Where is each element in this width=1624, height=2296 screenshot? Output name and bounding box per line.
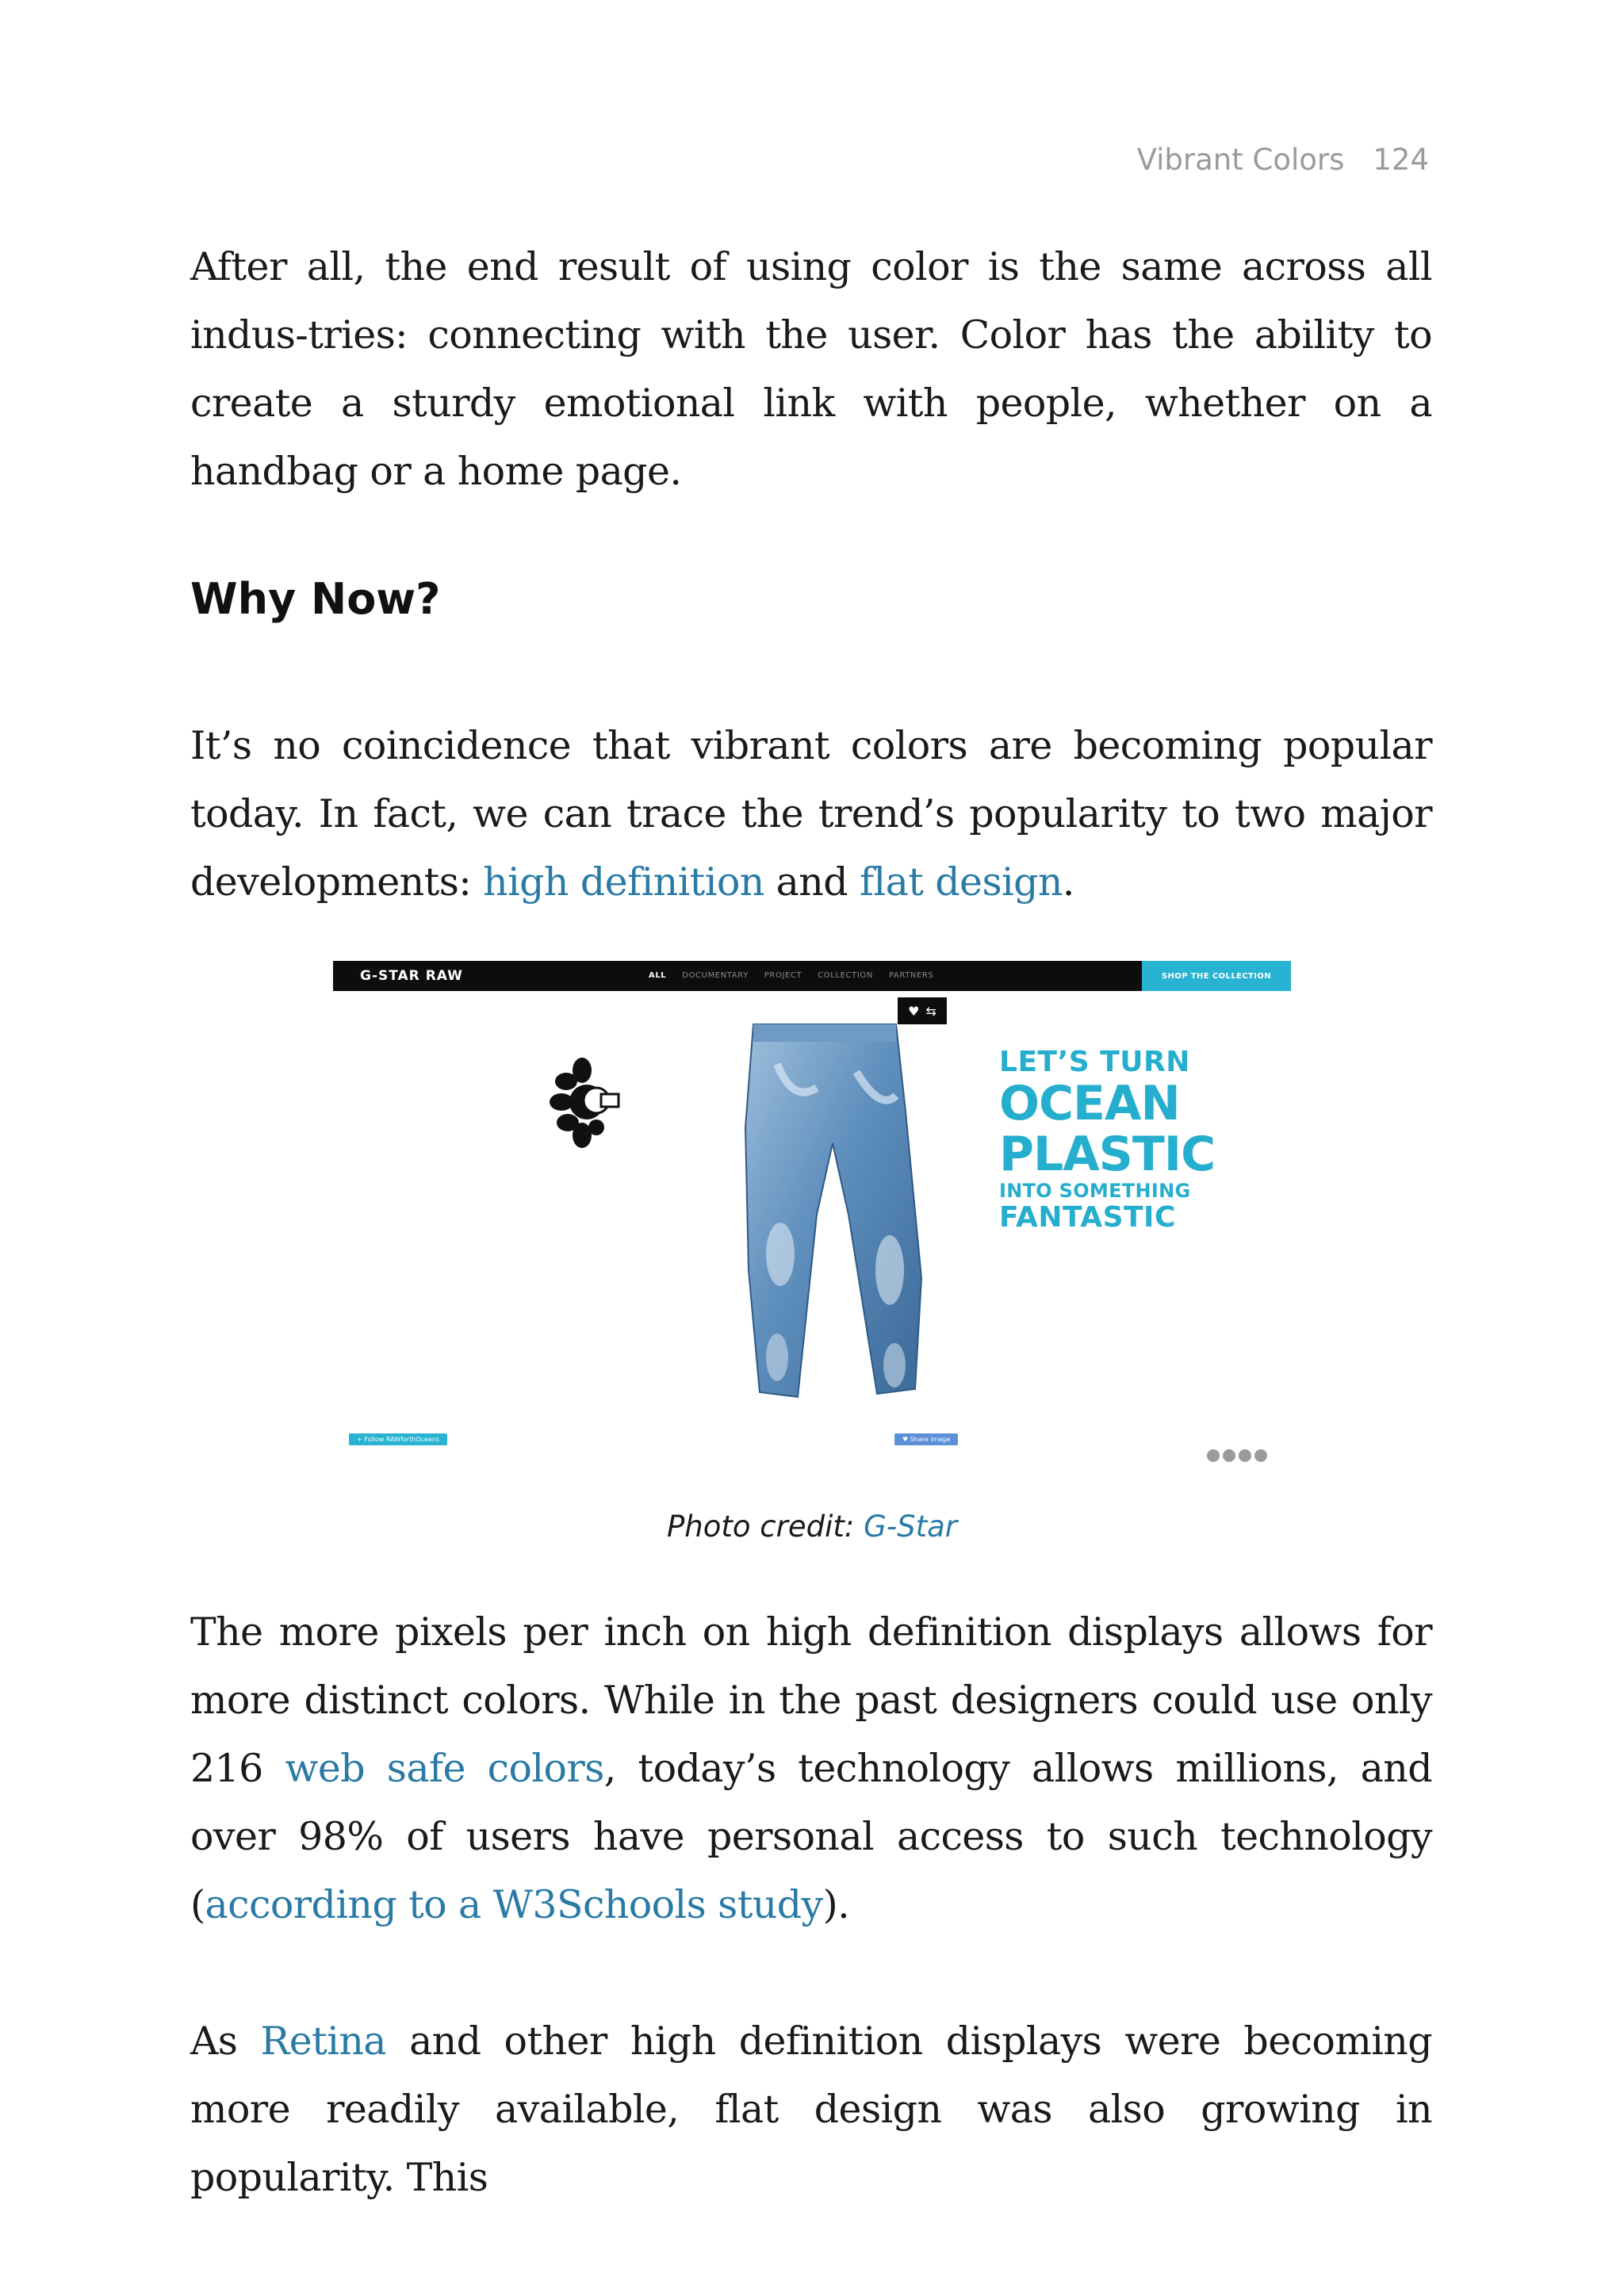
- text-run: The more pixels per inch on high definition displays allows for more distinct colors. While in the past designers could use only 216: [190, 1609, 1432, 1791]
- campaign-headline: [999, 1048, 1215, 1235]
- caption-prefix: Photo credit:: [666, 1510, 864, 1544]
- text-run: As: [190, 2019, 261, 2064]
- social-icon: [1223, 1449, 1235, 1462]
- text-run: and: [764, 859, 860, 905]
- site-social-icons: [1207, 1449, 1267, 1462]
- text-run: and other high definition displays were becoming more readily available, flat design was also growing in popularity. This: [190, 2019, 1432, 2200]
- campaign-line: PLASTIC: [999, 1127, 1216, 1182]
- social-icon: [1207, 1449, 1220, 1462]
- link-web-safe-colors[interactable]: web safe colors: [285, 1746, 604, 1791]
- site-menu-item: ALL: [649, 971, 667, 980]
- paragraph-why-now: [190, 712, 1432, 916]
- campaign-line: INTO SOMETHING: [999, 1180, 1191, 1202]
- flower-graphic-icon: [547, 1056, 626, 1151]
- site-menu-item: DOCUMENTARY: [682, 971, 749, 980]
- social-icon: [1254, 1449, 1267, 1462]
- running-header: [1137, 143, 1429, 177]
- site-share-button: ♥ Share image: [894, 1433, 958, 1445]
- repost-icon: ⇆: [925, 1003, 936, 1019]
- paragraph-high-definition: [190, 1598, 1432, 1939]
- site-menu-item: PROJECT: [764, 971, 802, 980]
- site-follow-button: + Follow RAWforthOceans: [349, 1433, 447, 1445]
- section-heading: Why Now?: [190, 574, 441, 624]
- text-run: , today’s technology allows millions, and over 98% of users have personal access to such technology (: [190, 1746, 1433, 1927]
- text-run: ).: [822, 1882, 850, 1927]
- jeans-photo: [722, 1016, 944, 1429]
- paragraph-retina: [190, 2007, 1432, 2212]
- link-retina[interactable]: Retina: [260, 2019, 386, 2064]
- campaign-line: LET’S TURN: [999, 1046, 1190, 1078]
- site-navbar: [333, 961, 1291, 991]
- link-w3schools-study[interactable]: according to a W3Schools study: [205, 1882, 823, 1927]
- link-high-definition[interactable]: high definition: [483, 859, 764, 905]
- site-menu-item: PARTNERS: [888, 971, 934, 980]
- paragraph-intro: After all, the end result of using color is the same across all indus-tries: connecting with the user. Color has the ability to create a sturdy emotional link with people, whether on a handbag or a home page.: [190, 244, 1432, 494]
- site-menu: [649, 971, 933, 980]
- figure-caption: [0, 1510, 1624, 1544]
- page-number: 124: [1373, 143, 1429, 177]
- heart-icon: ♥: [908, 1003, 920, 1019]
- site-shop-button: SHOP THE COLLECTION: [1142, 961, 1291, 991]
- social-icon: [1239, 1449, 1251, 1462]
- campaign-line: FANTASTIC: [999, 1201, 1176, 1234]
- site-menu-item: COLLECTION: [818, 971, 873, 980]
- chapter-title: Vibrant Colors: [1136, 143, 1345, 177]
- link-g-star[interactable]: G-Star: [864, 1510, 958, 1544]
- text-run: .: [1062, 859, 1074, 905]
- figure-gstar-screenshot: [333, 961, 1291, 1475]
- site-logo: G-STAR RAW: [360, 968, 463, 984]
- campaign-line: OCEAN: [999, 1076, 1180, 1131]
- text-run: It’s no coincidence that vibrant colors are becoming popular today. In fact, we can trace the trend’s popularity to two major developments:: [190, 723, 1432, 905]
- link-flat-design[interactable]: flat design: [860, 859, 1063, 905]
